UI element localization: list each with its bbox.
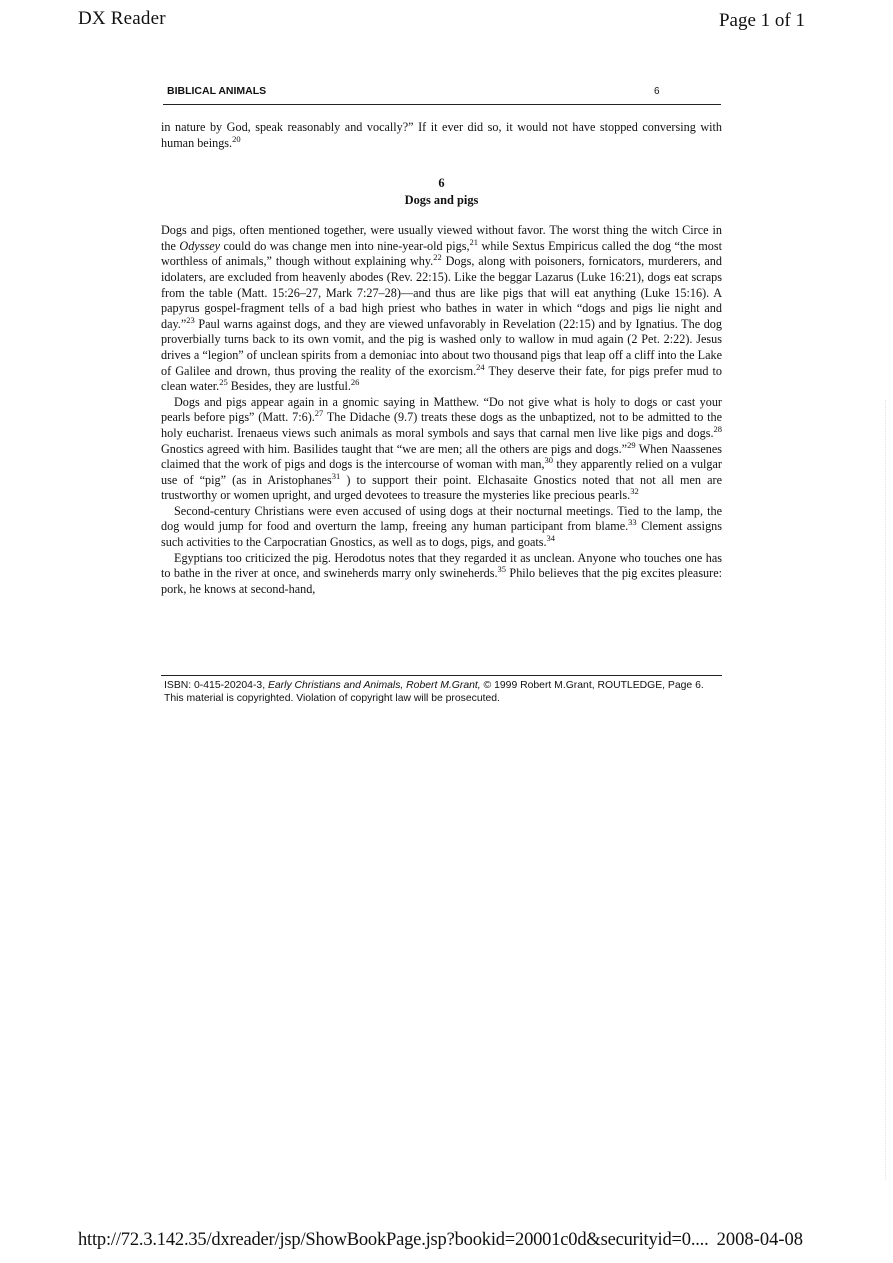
running-header-title: BIBLICAL ANIMALS	[167, 85, 267, 97]
paragraph-2: Dogs and pigs appear again in a gnomic saying in Matthew. “Do not give what is holy to dogs or cast your pearls before pigs” (Matt. 7:6).$^{27}$ The Didache (9.7) treats these dogs as the unbaptized, not to be admitted to the holy eucharist. Irenaeus views such animals as moral symbols and says that carnal men live like pigs and dogs.$^{28}$ Gnostics agreed with him. Basilides taught that “we are men; all the others are pigs and dogs.”$^{29}$ When Naassenes claimed that the work of pigs and dogs is the intercourse of woman with man,$^{30}$ they apparently relied on a vulgar use of “pig” (as in Aristophanes$^{31}$ ) to support their point. Elchasaite Gnostics noted that not all men are trustworthy or women upright, and urged devotees to treasure the mysteries like precious pearls.$^{32}$	[161, 394, 722, 503]
paragraph-4: Egyptians too criticized the pig. Herodotus notes that they regarded it as unclean. Anyone who touches one has to bathe in the river at once, and swineherds marry only swineherds.$^{35}$ Philo believes that the pig excites pleasure: pork, he knows at second-hand,	[161, 550, 723, 596]
page-indicator: Page 1 of 1	[718, 10, 805, 31]
chapter-number: 6	[438, 176, 445, 191]
chapter-heading	[161, 175, 722, 209]
copyright-block	[164, 680, 722, 705]
page-body	[161, 120, 722, 597]
footnote-ref: 33	[628, 517, 637, 528]
footnote-ref: 27	[314, 408, 324, 419]
footer-divider	[161, 675, 722, 676]
footnote-ref: 24	[476, 361, 485, 372]
footnote-ref: 25	[219, 377, 228, 388]
scan-edge-artifact	[885, 400, 887, 1180]
footnote-ref: 35	[497, 564, 507, 575]
paragraph-3: Second-century Christians were even accused of using dogs at their nocturnal meetings. Tied to the lamp, the dog would jump for food and overturn the lamp, freeing any human participant from blame.$^{33}$ Clement assigns such activities to the Carpocratian Gnostics, as well as to dogs, pigs, and goats.$^{34}$	[161, 503, 722, 550]
app-name: DX Reader	[78, 8, 166, 29]
footnote-ref: 20	[232, 133, 241, 144]
footnote-ref: 22	[433, 252, 442, 263]
running-header-page-number: 6	[654, 86, 660, 97]
carryover-paragraph: in nature by God, speak reasonably and vocally?” If it ever did so, it would not have stopped conversing with human beings.$^{20}$	[161, 120, 722, 150]
page-url: http://72.3.142.35/dxreader/jsp/ShowBookPage.jsp?bookid=20001c0d&securityid=0....	[78, 1230, 709, 1250]
footnote-ref: 29	[627, 439, 636, 450]
copyright-notice: This material is copyrighted. Violation of copyright law will be prosecuted.	[164, 692, 500, 704]
footnote-ref: 30	[544, 455, 554, 466]
footnote-ref: 34	[546, 533, 556, 544]
footnote-ref: 23	[186, 314, 195, 325]
footnote-ref: 31	[331, 470, 341, 481]
citation-line: ISBN: 0-415-20204-3, Early Christians and Animals, Robert M.Grant, © 1999 Robert M.Grant, ROUTLEDGE, Page 6.	[164, 680, 704, 691]
footnote-ref: 21	[469, 236, 479, 247]
book-title: Early Christians and Animals, Robert M.Grant,	[267, 680, 481, 691]
print-date: 2008-04-08	[716, 1230, 803, 1250]
footnote-ref: 28	[713, 423, 722, 434]
work-title: Odyssey	[179, 238, 221, 253]
paragraph-1: Dogs and pigs, often mentioned together, were usually viewed without favor. The worst thing the witch Circe in the Odyssey could do was change men into nine-year-old pigs,$^{21}$ while Sextus Empiricus called the dog “the most worthless of animals,” though without explaining why.$^{22}$ Dogs, along with poisoners, fornicators, murderers, and idolaters, are excluded from heavenly abodes (Rev. 22:15). Like the beggar Lazarus (Luke 16:21), dogs eat scraps from the table (Matt. 15:26–27, Mark 7:27–28)—and thus are like pigs that will eat anything (Luke 15:16). A papyrus gospel-fragment tells of a bad high priest who bathes in water in which “dogs and pigs lie night and day.”$^{23}$ Paul warns against dogs, and they are viewed unfavorably in Revelation (22:15) and by Ignatius. The dog proverbially turns back to its own vomit, and the pig is washed only to wallow in mud again (2 Pet. 2:22). Jesus drives a “legion” of unclean spirits from a demoniac into about two thousand pigs that leap off a cliff into the Lake of Galilee and drown, thus proving the reality of the exorcism.$^{24}$ They deserve their fate, for pigs prefer mud to clean water.$^{25}$ Besides, they are lustful.$^{26}$	[161, 223, 723, 394]
footnote-ref: 32	[630, 486, 639, 497]
chapter-title: Dogs and pigs	[404, 193, 479, 208]
footnote-ref: 26	[350, 377, 360, 388]
running-header	[163, 82, 721, 105]
